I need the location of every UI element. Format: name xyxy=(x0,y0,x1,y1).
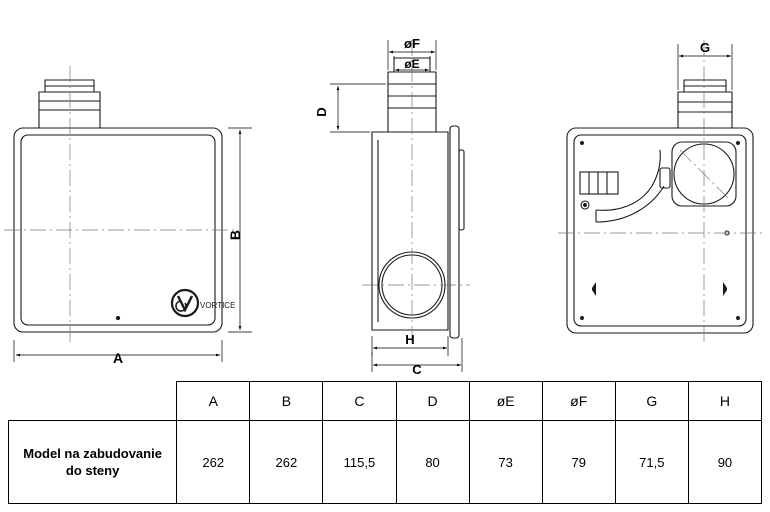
value-a: 262 xyxy=(177,421,250,504)
value-of: 79 xyxy=(542,421,615,504)
value-oe: 73 xyxy=(469,421,542,504)
vortice-logo-text: VORTICE xyxy=(200,301,236,310)
value-h: 90 xyxy=(688,421,761,504)
dim-of-label: øF xyxy=(404,36,420,51)
dim-a-label: A xyxy=(112,350,124,366)
dim-b-label: B xyxy=(227,229,243,241)
column-header-h: H xyxy=(688,382,761,421)
dim-h-label: H xyxy=(405,332,415,347)
value-b: 262 xyxy=(250,421,323,504)
column-header-d: D xyxy=(396,382,469,421)
dim-oe-label: øE xyxy=(404,57,420,71)
value-c: 115,5 xyxy=(323,421,396,504)
table-row xyxy=(9,421,762,504)
column-header-g: G xyxy=(615,382,688,421)
column-header-b: B xyxy=(250,382,323,421)
dim-c-label: C xyxy=(412,362,422,377)
vortice-logo xyxy=(172,290,235,316)
side-view xyxy=(362,40,470,345)
column-header-of: øF xyxy=(542,382,615,421)
column-header-oe: øE xyxy=(469,382,542,421)
column-header-a: A xyxy=(177,382,250,421)
dim-d-label: D xyxy=(314,107,329,117)
dimensions-table xyxy=(8,381,762,504)
column-header-c: C xyxy=(323,382,396,421)
front-dimensions xyxy=(14,128,252,362)
value-d: 80 xyxy=(396,421,469,504)
model-name-cell: Model na zabudovanie do steny xyxy=(9,421,177,504)
side-dimensions xyxy=(330,40,462,372)
table-corner-cell xyxy=(9,382,177,421)
value-g: 71,5 xyxy=(615,421,688,504)
dim-g-label: G xyxy=(699,40,711,55)
table-header-row xyxy=(9,382,762,421)
back-view xyxy=(558,40,762,345)
